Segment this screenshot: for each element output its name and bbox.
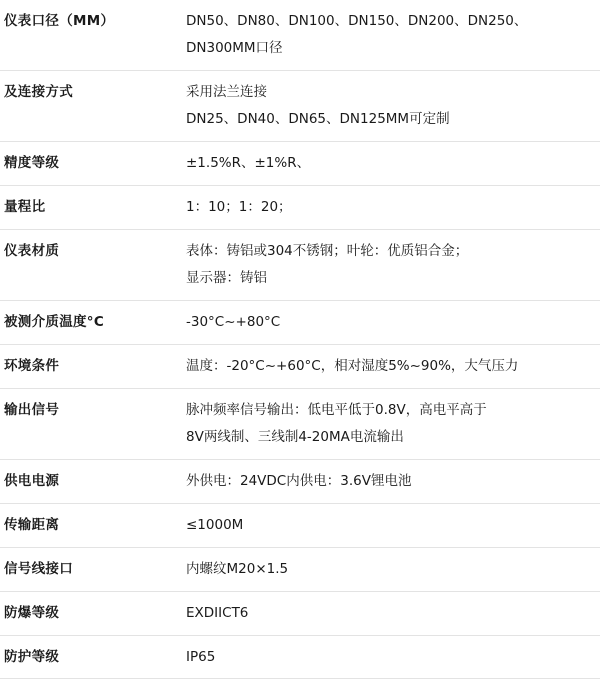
table-row (0, 0, 600, 70)
table-row (0, 141, 600, 185)
row-value (182, 344, 600, 388)
row-value-line: 显示器：铸铝 (186, 269, 267, 286)
table-row (0, 185, 600, 229)
row-label: 量程比 (4, 198, 46, 215)
table-row (0, 591, 600, 635)
row-value-line: -30°C~+80°C (186, 313, 281, 330)
row-value (182, 141, 600, 185)
row-value-line: 1：10；1：20； (186, 198, 292, 215)
row-label: 被测介质温度°C (4, 313, 105, 330)
row-value-line: DN50、DN80、DN100、DN150、DN200、DN250、 (186, 13, 528, 29)
row-value (182, 388, 600, 459)
row-value-line: 内螺纹M20×1.5 (186, 560, 289, 577)
row-label: 仪表材质 (4, 242, 60, 259)
row-value (182, 459, 600, 503)
table-row (0, 70, 600, 141)
row-label: 及连接方式 (4, 83, 73, 100)
row-value (182, 185, 600, 229)
table-row (0, 229, 600, 300)
row-value-line: 脉冲频率信号输出：低电平低于0.8V，高电平高于 (186, 401, 487, 418)
row-value (182, 591, 600, 635)
row-label: 防爆等级 (4, 604, 60, 621)
row-label: 传输距离 (4, 516, 60, 533)
row-label: 精度等级 (4, 154, 60, 171)
row-label: 仪表口径（MM） (4, 13, 115, 29)
row-value-line: IP65 (186, 648, 216, 665)
row-value-line: 采用法兰连接 (186, 83, 267, 100)
row-value-line: 8V两线制、三线制4-20MA电流输出 (186, 428, 404, 445)
row-value (182, 300, 600, 344)
row-value-line: 温度：-20°C~+60°C，相对湿度5%~90%，大气压力 (186, 357, 519, 374)
table-row (0, 300, 600, 344)
table-row (0, 503, 600, 547)
row-value-line: DN300MM口径 (186, 39, 283, 56)
table-row (0, 459, 600, 503)
row-value (182, 70, 600, 141)
row-label: 信号线接口 (4, 560, 73, 577)
row-value-line: EXDIICT6 (186, 604, 249, 621)
row-value-line: ≤1000M (186, 516, 244, 533)
row-value (182, 635, 600, 679)
row-value (182, 229, 600, 300)
table-row (0, 344, 600, 388)
row-label: 供电电源 (4, 472, 60, 489)
row-value-line: ±1.5%R、±1%R、 (186, 154, 311, 171)
row-value (182, 547, 600, 591)
row-label: 输出信号 (4, 401, 60, 418)
row-value (182, 0, 600, 70)
table-row (0, 388, 600, 459)
table-row (0, 635, 600, 679)
row-value-line: DN25、DN40、DN65、DN125MM可定制 (186, 110, 450, 127)
row-value-line: 外供电：24VDC内供电：3.6V锂电池 (186, 472, 412, 489)
row-value (182, 503, 600, 547)
table-row (0, 547, 600, 591)
row-label: 防护等级 (4, 648, 60, 665)
row-value-line: 表体：铸铝或304不锈钢；叶轮：优质铝合金； (186, 242, 469, 259)
row-label: 环境条件 (4, 357, 60, 374)
